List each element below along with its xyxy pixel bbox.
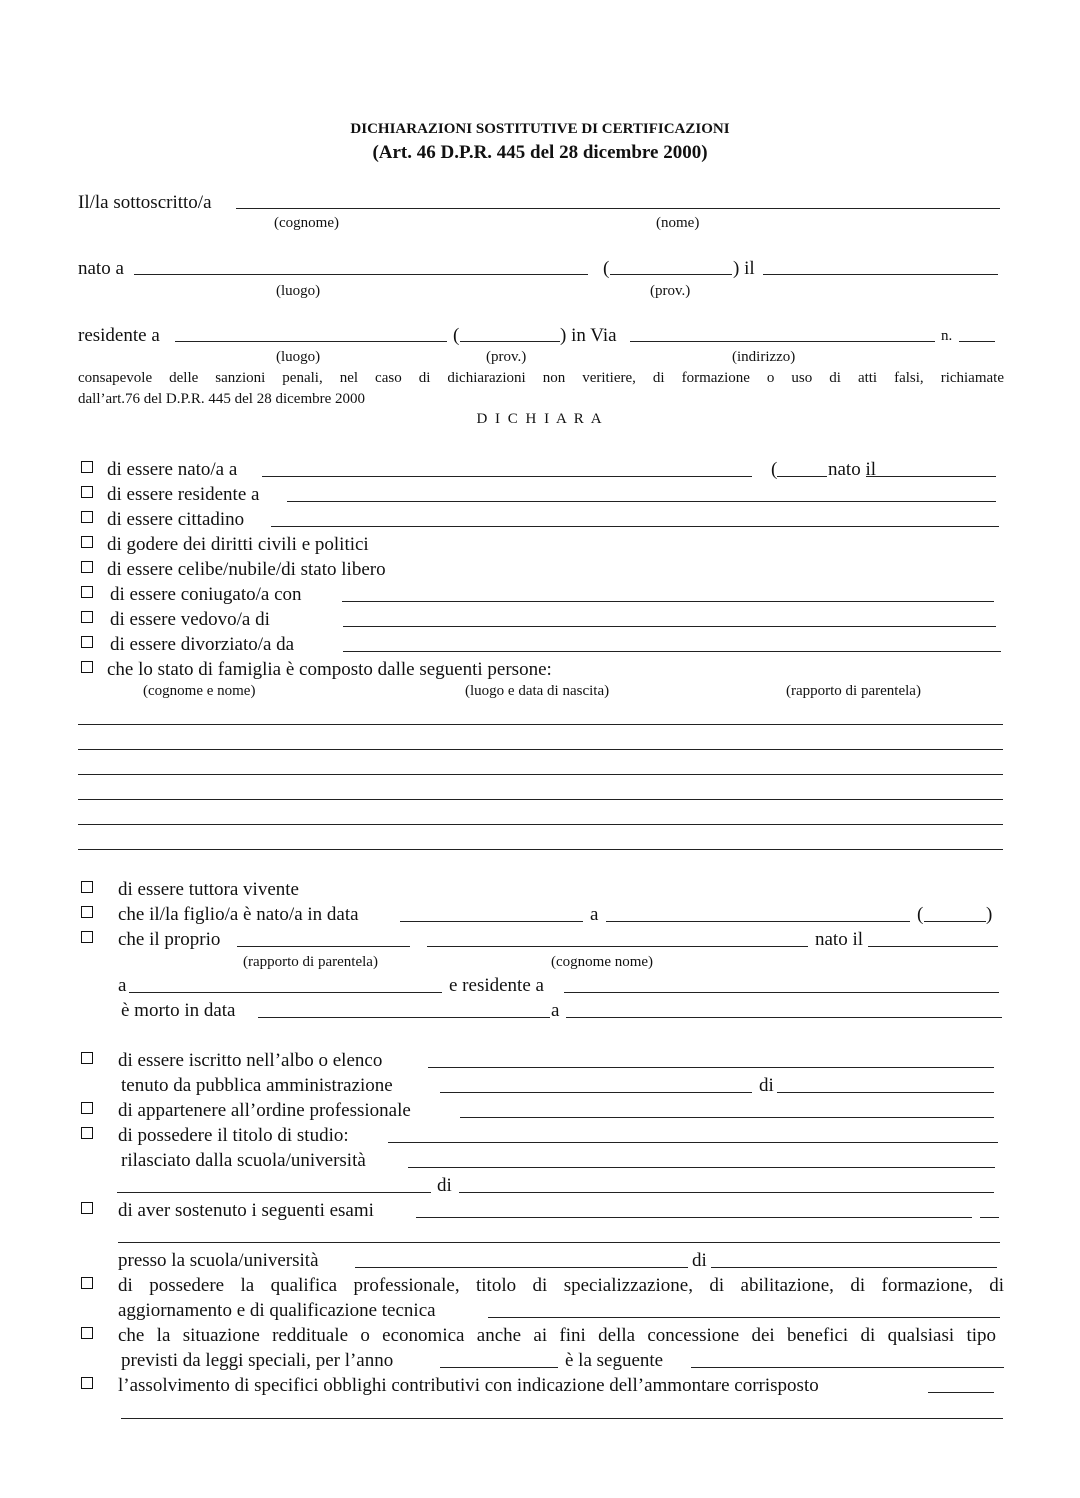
item-diritti: di godere dei diritti civili e politici [107, 534, 369, 555]
proprio-residente: e residente a [449, 975, 544, 996]
nato-il-label: ) il [733, 258, 755, 279]
residente-luogo-field[interactable] [175, 341, 447, 342]
item-nato-data-field[interactable] [866, 476, 996, 477]
checkbox-celibe[interactable] [81, 561, 93, 573]
proprio-rapporto-field[interactable] [237, 946, 410, 947]
checkbox-diritti[interactable] [81, 536, 93, 548]
famiglia-line[interactable] [78, 799, 1003, 800]
proprio-data-field[interactable] [868, 946, 998, 947]
proprio-a: a [118, 975, 127, 996]
morto-luogo-field[interactable] [566, 1017, 1002, 1018]
dichiara-heading: D I C H I A R A [476, 411, 604, 427]
esami-line-2[interactable] [118, 1242, 1000, 1243]
tenuto-di-field[interactable] [777, 1092, 994, 1093]
rapporto-caption: (rapporto di parentela) [243, 954, 378, 970]
nato-luogo-field[interactable] [134, 274, 588, 275]
in-via-label: ) in Via [560, 325, 617, 346]
item-nato-luogo-field[interactable] [262, 476, 752, 477]
checkbox-cittadino[interactable] [81, 511, 93, 523]
item-famiglia: che lo stato di famiglia è composto dalle seguenti persone: [107, 659, 552, 680]
residente-prov-field[interactable] [460, 341, 560, 342]
checkbox-vedovo[interactable] [81, 611, 93, 623]
obblighi-line-2[interactable] [121, 1418, 1003, 1419]
proprio-nato-il: nato il [815, 929, 864, 950]
checkbox-esami[interactable] [81, 1202, 93, 1214]
item-presso: presso la scuola/università [118, 1250, 319, 1271]
luogo-caption: (luogo) [276, 283, 321, 299]
prov-caption-2: (prov.) [486, 349, 527, 365]
col-luogo-data: (luogo e data di nascita) [465, 683, 610, 699]
luogo-caption-2: (luogo) [276, 349, 321, 365]
item-coniugato: di essere coniugato/a con [110, 584, 302, 605]
item-rilasciato: rilasciato dalla scuola/università [121, 1150, 366, 1171]
famiglia-line[interactable] [78, 749, 1003, 750]
item-reddito-1: che la situazione reddituale o economica anche ai fini della concessione dei benefici di qualsiasi tipo [118, 1325, 996, 1346]
item-vedovo: di essere vedovo/a di [110, 609, 270, 630]
residente-label: residente a [78, 325, 160, 346]
checkbox-titolo[interactable] [81, 1127, 93, 1139]
item-figlio: che il/la figlio/a è nato/a in data [118, 904, 359, 925]
checkbox-ordine[interactable] [81, 1102, 93, 1114]
ordine-field[interactable] [460, 1117, 994, 1118]
item-obblighi: l’assolvimento di specifici obblighi contributivi con indicazione dell’ammontare corrisposto [118, 1375, 819, 1396]
item-reddito-2: previsti da leggi speciali, per l’anno [121, 1350, 394, 1371]
rilasciato-di-field[interactable] [459, 1192, 994, 1193]
nato-paren-open: ( [603, 258, 610, 279]
col-cognome-nome: (cognome e nome) [143, 683, 256, 699]
item-esami: di aver sostenuto i seguenti esami [118, 1200, 374, 1221]
indirizzo-caption: (indirizzo) [732, 349, 796, 365]
item-nato-prov-field[interactable] [777, 476, 827, 477]
rilasciato-field[interactable] [408, 1167, 995, 1168]
item-cittadino-field[interactable] [271, 526, 999, 527]
item-proprio: che il proprio [118, 929, 221, 950]
nato-data-field[interactable] [763, 274, 998, 275]
checkbox-albo[interactable] [81, 1052, 93, 1064]
item-residente-field[interactable] [287, 501, 996, 502]
nato-label: nato a [78, 258, 124, 279]
checkbox-figlio[interactable] [81, 906, 93, 918]
checkbox-reddito[interactable] [81, 1327, 93, 1339]
tenuto-di: di [759, 1075, 774, 1096]
presso-di: di [692, 1250, 707, 1271]
consapevole-line-2: dall’art.76 del D.P.R. 445 del 28 dicembre 2000 [78, 391, 366, 407]
item-qualifica-1: di possedere la qualifica professionale, titolo di specializzazione, di abilitazione, di formazione, di [118, 1275, 1004, 1296]
item-vivente: di essere tuttora vivente [118, 879, 299, 900]
figlio-luogo-field[interactable] [606, 921, 910, 922]
proprio-luogo-field[interactable] [129, 992, 442, 993]
numero-label: n. [941, 328, 953, 344]
cognome-nome-caption: (cognome nome) [551, 954, 654, 970]
item-qualifica-2: aggiornamento e di qualificazione tecnica [118, 1300, 436, 1321]
figlio-prov-open: ( [917, 904, 924, 925]
col-rapporto: (rapporto di parentela) [786, 683, 921, 699]
via-field[interactable] [630, 341, 935, 342]
reddito-field[interactable] [691, 1367, 1004, 1368]
sottoscritto-label: Il/la sottoscritto/a [78, 192, 212, 213]
checkbox-coniugato[interactable] [81, 586, 93, 598]
item-titolo: di possedere il titolo di studio: [118, 1125, 349, 1146]
presso-di-field[interactable] [711, 1267, 997, 1268]
item-residente: di essere residente a [107, 484, 260, 505]
titolo-field[interactable] [388, 1142, 998, 1143]
item-reddito-3: è la seguente [565, 1350, 664, 1371]
proprio-nome-field[interactable] [427, 946, 808, 947]
checkbox-residente[interactable] [81, 486, 93, 498]
proprio-morto: è morto in data [121, 1000, 236, 1021]
checkbox-qualifica[interactable] [81, 1277, 93, 1289]
obblighi-field[interactable] [928, 1392, 994, 1393]
consapevole-line-1: consapevole delle sanzioni penali, nel caso di dichiarazioni non veritiere, di formazione o uso di atti falsi, richiamate [78, 370, 1004, 386]
cognome-caption: (cognome) [274, 215, 339, 231]
document-subtitle: (Art. 46 D.P.R. 445 del 28 dicembre 2000) [372, 142, 708, 163]
item-divorziato: di essere divorziato/a da [110, 634, 295, 655]
nome-caption: (nome) [656, 215, 700, 231]
rilasciato-di: di [437, 1175, 452, 1196]
checkbox-famiglia[interactable] [81, 661, 93, 673]
item-divorziato-field[interactable] [343, 651, 1001, 652]
morto-a: a [551, 1000, 560, 1021]
checkbox-nato[interactable] [81, 461, 93, 473]
item-tenuto: tenuto da pubblica amministrazione [121, 1075, 393, 1096]
famiglia-line[interactable] [78, 774, 1003, 775]
famiglia-line[interactable] [78, 849, 1003, 850]
proprio-residente-field[interactable] [564, 992, 999, 993]
checkbox-divorziato[interactable] [81, 636, 93, 648]
item-ordine: di appartenere all’ordine professionale [118, 1100, 411, 1121]
famiglia-line[interactable] [78, 724, 1003, 725]
nato-prov-field[interactable] [610, 274, 732, 275]
figlio-a: a [590, 904, 599, 925]
item-celibe: di essere celibe/nubile/di stato libero [107, 559, 386, 580]
item-albo: di essere iscritto nell’albo o elenco [118, 1050, 383, 1071]
figlio-prov-close: ) [986, 904, 993, 925]
checkbox-vivente[interactable] [81, 881, 93, 893]
item-nato-il: nato il [828, 459, 877, 480]
item-vedovo-field[interactable] [343, 626, 996, 627]
esami-field-end[interactable] [980, 1217, 999, 1218]
residente-paren-open: ( [453, 325, 460, 346]
morto-data-field[interactable] [258, 1017, 550, 1018]
famiglia-line[interactable] [78, 824, 1003, 825]
document-title: DICHIARAZIONI SOSTITUTIVE DI CERTIFICAZIONI [350, 121, 730, 137]
figlio-data-field[interactable] [400, 921, 583, 922]
tenuto-field[interactable] [440, 1092, 752, 1093]
numero-field[interactable] [959, 341, 995, 342]
checkbox-obblighi[interactable] [81, 1377, 93, 1389]
prov-caption: (prov.) [650, 283, 691, 299]
presso-field[interactable] [355, 1267, 688, 1268]
item-cittadino: di essere cittadino [107, 509, 245, 530]
item-nato-paren: ( [771, 459, 778, 480]
figlio-prov-field[interactable] [924, 921, 986, 922]
albo-field[interactable] [428, 1067, 994, 1068]
rilasciato-luogo-field[interactable] [117, 1192, 431, 1193]
sottoscritto-field[interactable] [236, 208, 1000, 209]
checkbox-proprio[interactable] [81, 931, 93, 943]
item-coniugato-field[interactable] [342, 601, 994, 602]
esami-field[interactable] [416, 1217, 972, 1218]
item-nato: di essere nato/a a [107, 459, 238, 480]
reddito-anno-field[interactable] [440, 1367, 558, 1368]
qualifica-field[interactable] [488, 1317, 1000, 1318]
